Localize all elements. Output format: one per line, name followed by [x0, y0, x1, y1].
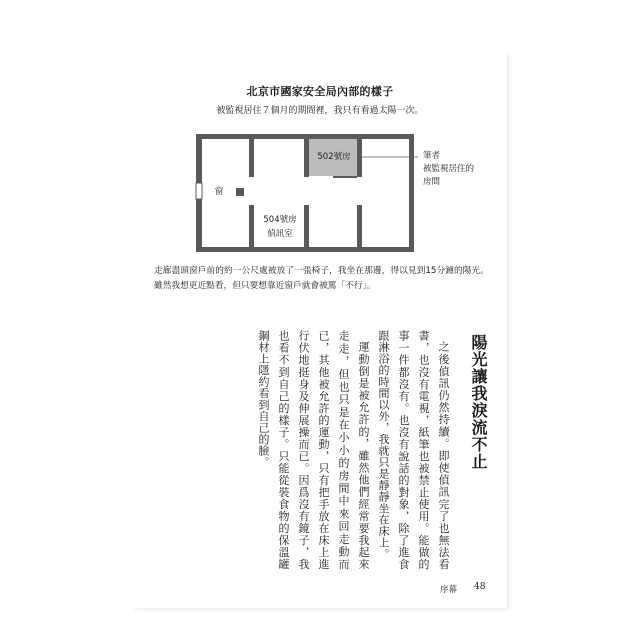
room-bottom-3	[309, 205, 357, 247]
figure-subtitle: 被監視居住７個月的期間裡，我只有看過太陽一次。	[216, 106, 424, 116]
paragraph: 之後偵訊仍然持續。即使偵訊完了也無法看書，也沒有電視，紙筆也被禁止使用。能做的事一件都沒有。也沒有說話的對象，除了進食跟淋浴的時間以外，我就只是靜靜坐在床上。	[377, 330, 450, 570]
room-top-2	[254, 139, 304, 177]
page-number: 48	[474, 582, 486, 592]
window-label: 窗	[214, 187, 224, 197]
paragraph: 運動倒是被允許的，雖然他們經常要我起來走走，但也只是在小小的房間中來回走動而已，其他被允許的運動，只有把手放在床上進行伏地挺身及伸展操而已。因爲沒有鏡子，我也看不到自己的樣子。只能從裝食物的保溫罐鋼材上隱約看到自己的臉。	[257, 330, 370, 570]
room-top-1	[202, 139, 249, 177]
legend-line-1: 筆者	[423, 151, 441, 161]
legend-line-2: 被監視居住的	[423, 164, 475, 174]
figure-title: 北京市國家安全局內部的樣子	[246, 85, 394, 98]
running-footer-section: 序幕	[440, 585, 458, 595]
room-legend	[423, 150, 474, 189]
article	[160, 330, 490, 570]
article-body	[253, 330, 453, 570]
room-502-label: 502號房	[317, 152, 351, 162]
room-bottom-1	[202, 205, 249, 247]
window-mark	[196, 183, 202, 199]
chair-mark	[236, 188, 244, 196]
room-504	[254, 205, 304, 247]
room-504-label: 504號房	[263, 215, 297, 225]
room-504-sublabel: 偵訊室	[267, 229, 293, 239]
room-bottom-4	[362, 205, 409, 247]
article-title: 陽光讓我淚流不止	[469, 334, 488, 470]
figure-caption: 走廊盡頭窗戶前的約一公尺處被放了一張椅子，我坐在那邊，得以見到15分鐘的陽光。雖然我想更近點看，但只要想靠近窗戶就會被罵「不行」。	[154, 266, 489, 291]
room-502-door	[309, 176, 333, 179]
legend-line-3: 房間	[423, 177, 441, 187]
room-top-4	[362, 139, 409, 177]
